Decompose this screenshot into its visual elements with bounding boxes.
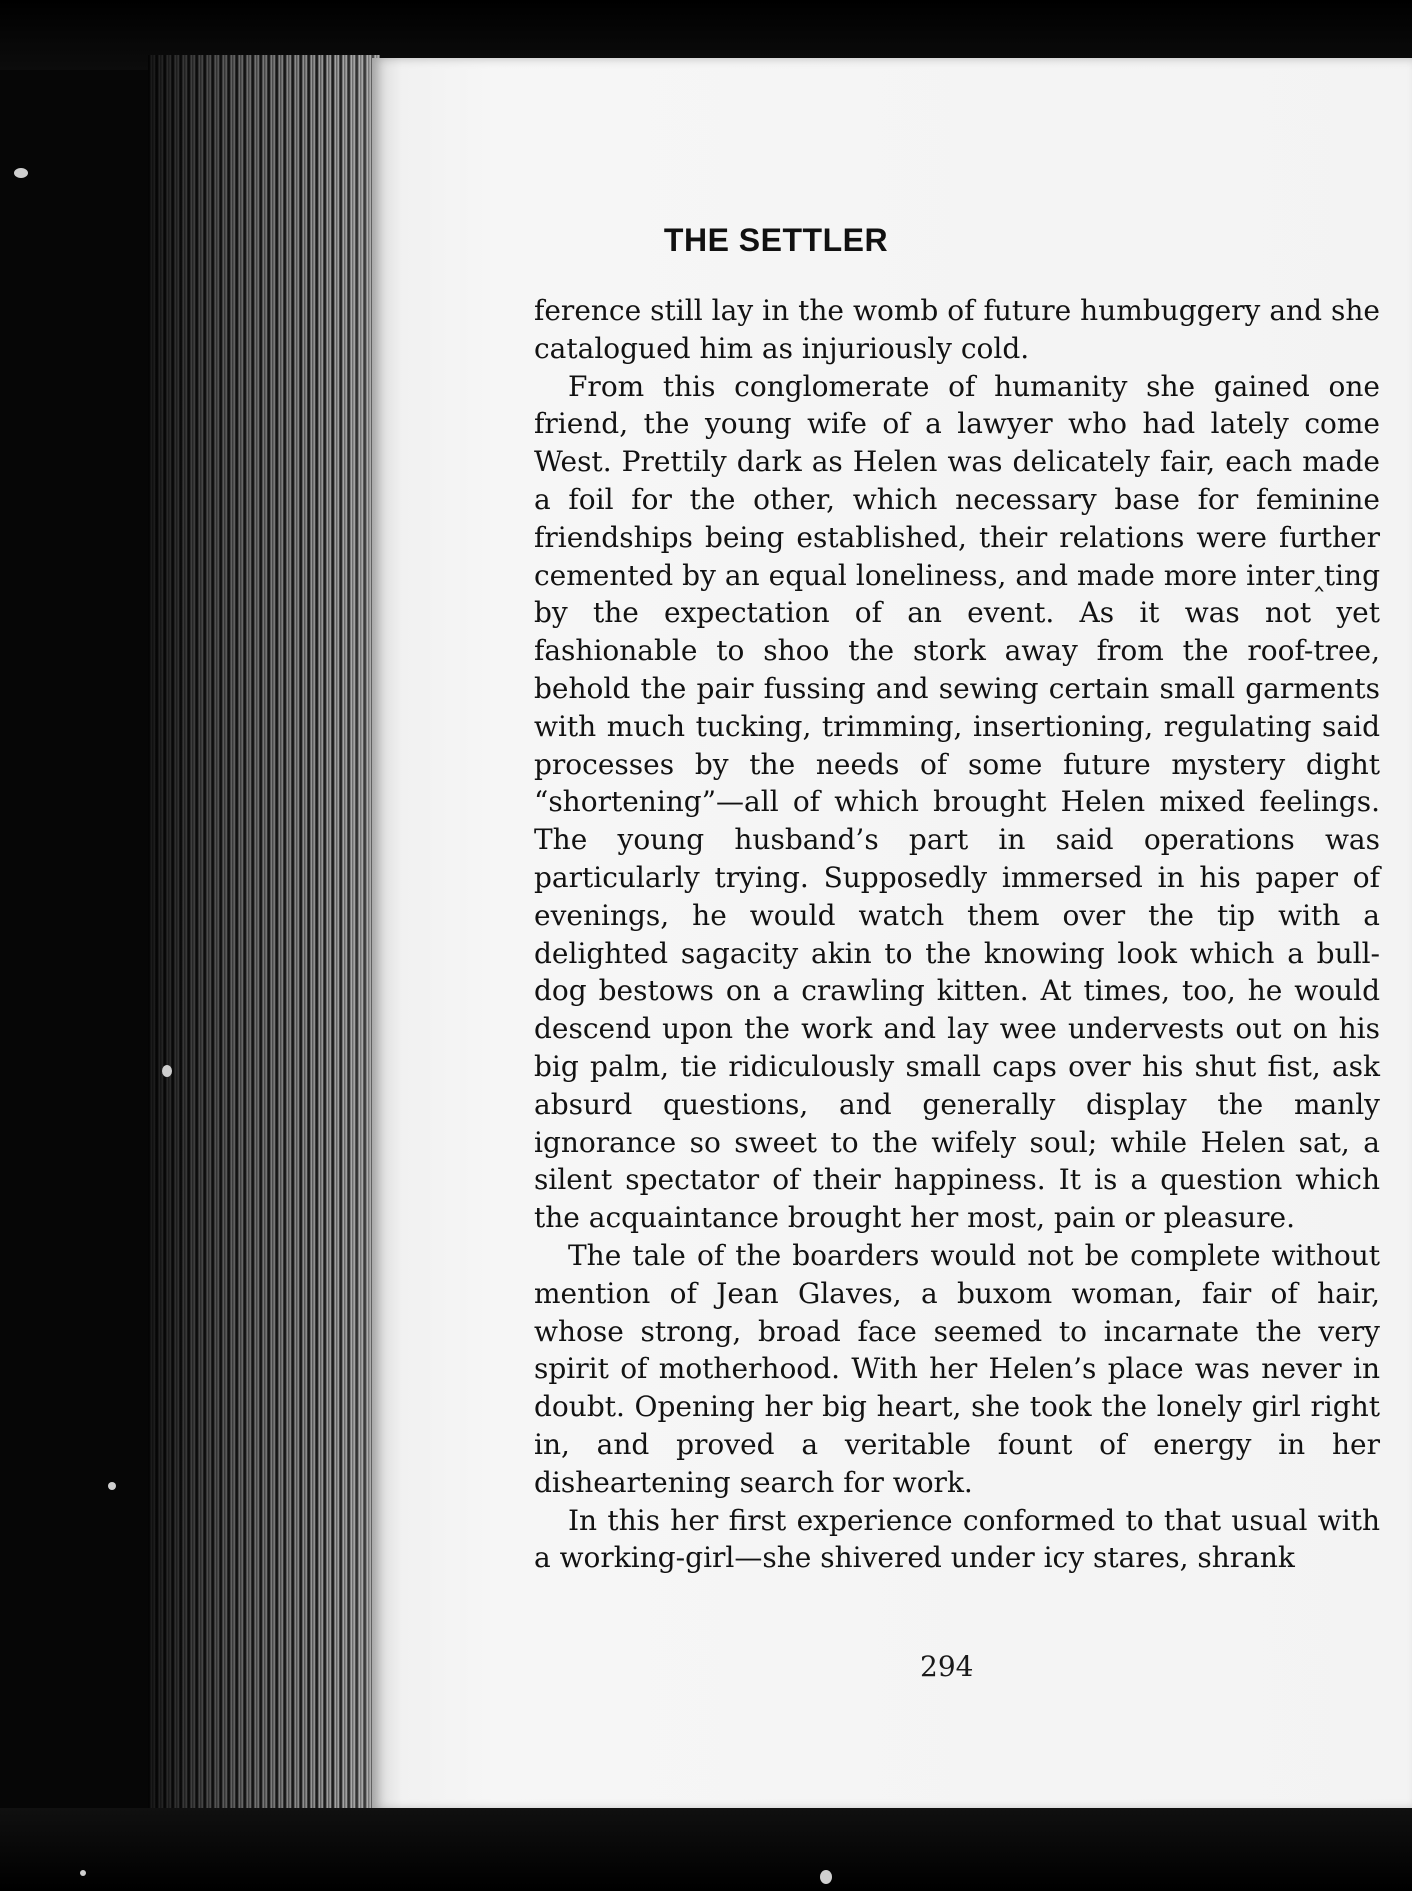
page-number: 294 — [920, 1650, 974, 1683]
paragraph-2: From this conglomerate of humanity she gained one friend, the young wife of a lawyer who had lately come West. Prettily dark as Helen was delicately fair, each made a foil for the other, which necessary base for feminine friendships being established, their relations were further cemented by an equal loneliness, and made more inter‸ting by the expectation of an event. As it was not yet fashionable to shoo the stork away from the roof-tree, behold the pair fussing and sewing certain small garments with much tucking, trimming, insertioning, regulating said processes by the needs of some future mystery dight “shortening”—all of which brought Helen mixed feelings. The young husband’s part in said operations was particularly trying. Supposedly immersed in his paper of evenings, he would watch them over the tip with a delighted sagacity akin to the knowing look which a bull-dog bestows on a crawling kitten. At times, too, he would descend upon the work and lay wee undervests out on his big palm, tie ridiculously small caps over his shut fist, ask absurd questions, and generally display the manly ignorance so sweet to the wifely soul; while Helen sat, a silent spectator of their happiness. It is a question which the acquaintance brought her most, pain or pleasure. — [534, 369, 1380, 1235]
paragraph-3: The tale of the boarders would not be complete without mention of Jean Glaves, a buxom woman, fair of hair, whose strong, broad face seemed to incarnate the very spirit of motherhood. With her Helen’s place was never in doubt. Opening her big heart, she took the lonely girl right in, and proved a veritable fount of energy in her disheartening search for work. — [534, 1238, 1380, 1499]
running-head: THE SETTLER — [663, 222, 889, 258]
dust-speck — [14, 168, 28, 178]
dust-speck — [80, 1870, 86, 1876]
paragraph-1: ference still lay in the womb of future humbuggery and she catalogued him as injuriously cold. — [534, 294, 1380, 365]
dust-speck — [162, 1065, 172, 1077]
dust-speck — [108, 1482, 116, 1490]
paragraph-4: In this her first experience conformed to that usual with a working-girl—she shivered under icy stares, shrank — [534, 1503, 1380, 1575]
body-text — [534, 292, 1380, 1577]
page-edges-shading — [148, 55, 380, 1810]
dust-speck — [820, 1870, 832, 1884]
bottom-scan-shadow — [0, 1808, 1412, 1891]
